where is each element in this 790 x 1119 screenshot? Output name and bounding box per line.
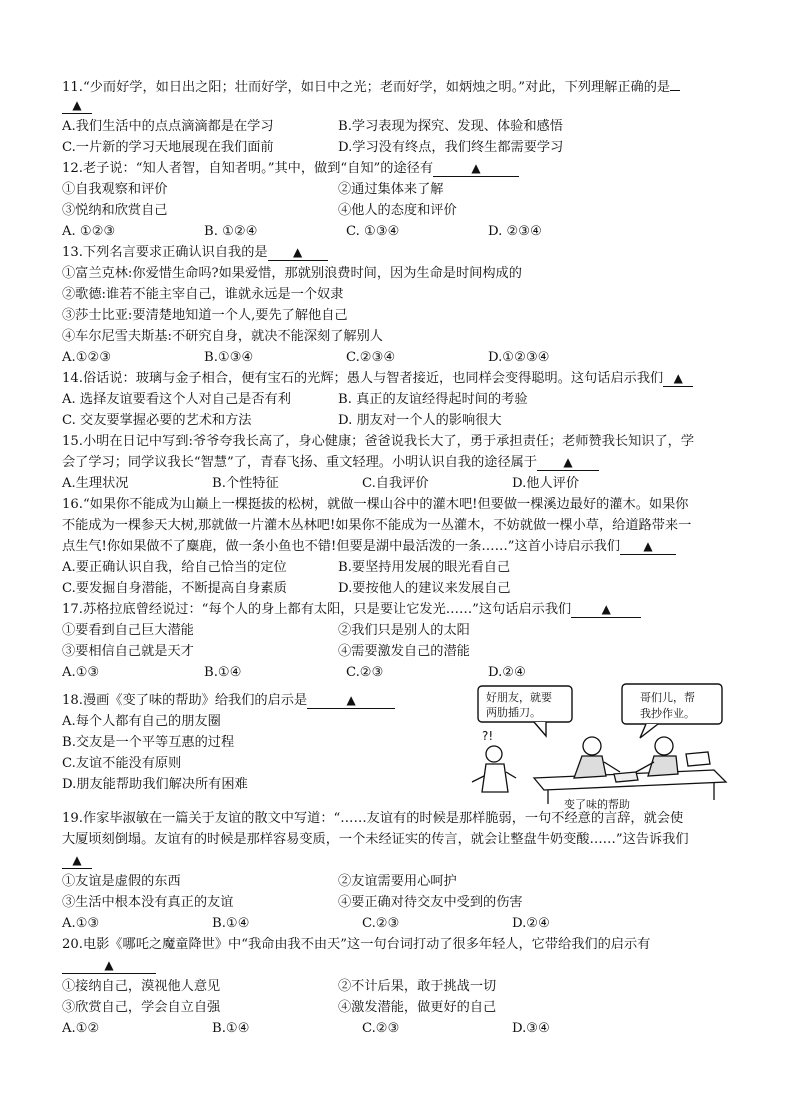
option-a[interactable]: A.①③: [62, 665, 100, 680]
option-d[interactable]: D. 朋友对一个人的影响很大: [338, 413, 502, 428]
question-19-stem: 19.作家毕淑敏在一篇关于友谊的散文中写道：“……友谊有的时候是那样脆弱，一句不经意的言辞，就会使: [62, 811, 684, 826]
question-15: 15.小明在日记中写到:爷爷夸我长高了，身心健康；爸爸说我长大了，勇于承担责任；老师赞我长知识了，学 会了学习；同学议我长“智慧”了，青春飞扬、重文轻理。小明认识自我的途径属于 ▲ A.生理状况 B.个性特征 C.自我评价 D.他人评价: [62, 431, 738, 494]
exam-page: [62, 74, 738, 1039]
answer-blank[interactable]: ▲: [307, 692, 395, 709]
option-a[interactable]: A.我们生活中的点点滴滴都是在学习: [62, 119, 274, 134]
option-d[interactable]: D.③④: [512, 1021, 550, 1036]
option-b[interactable]: B. 真正的友谊经得起时间的考验: [338, 392, 528, 407]
bubble-left-line2: 两肋插刀。: [486, 706, 541, 719]
option-b[interactable]: B.要坚持用发展的眼光看自己: [338, 560, 511, 575]
comic-illustration: [464, 682, 734, 812]
statement-4: ④他人的态度和评价: [338, 203, 457, 218]
statement-4: ④激发潜能，做更好的自己: [338, 1000, 497, 1015]
option-b[interactable]: B.学习表现为探究、发现、体验和感悟: [338, 119, 563, 134]
statement-1: ①要看到自己巨大潜能: [62, 623, 194, 638]
statement-1: ①富兰克林:你爱惜生命吗?如果爱惜，那就别浪费时间，因为生命是时间构成的: [62, 266, 522, 281]
statement-4: ④需要激发自己的潜能: [338, 644, 470, 659]
question-12-stem: 12.老子说：“知人者智，自知者明。”其中，做到“自知”的途径有: [62, 161, 434, 176]
student-figure-left: [574, 737, 620, 778]
option-d[interactable]: D.他人评价: [512, 476, 580, 491]
statement-3: ③欣赏自己，学会自立自强: [62, 1000, 221, 1015]
option-b[interactable]: B.①④: [204, 665, 242, 680]
option-c[interactable]: C.②③: [362, 1021, 400, 1036]
statement-4: ④车尔尼雪夫斯基:不研究自身，就决不能深刻了解别人: [62, 329, 383, 344]
statement-2: ②歌德:谁若不能主宰自己，谁就永远是一个奴隶: [62, 287, 344, 302]
question-11-stem: 11.“少而好学，如日出之阳；壮而好学，如日中之光；老而好学，如炳烛之明。”对此，下列理解正确的是: [62, 74, 738, 95]
question-19: 19.作家毕淑敏在一篇关于友谊的散文中写道：“……友谊有的时候是那样脆弱，一句不经意的言辞，就会使 大厦顷刻倒塌。友谊有的时候是那样容易变质，一个未经证实的传言，就会让整盘牛奶变酸……”这告诉我们 ▲ ①友谊是虚假的东西 ②友谊需要用心呵护 ③生活中根本没有真正的友谊 ④要正确对待交友中受到的伤害 A.①③ B.①④ C.②③ D.②④: [62, 808, 738, 934]
option-c[interactable]: C.友谊不能没有原则: [62, 756, 182, 771]
statement-1: ①自我观察和评价: [62, 182, 168, 197]
question-18-stem: 18.漫画《变了味的帮助》给我们的启示是: [62, 693, 308, 708]
statement-2: ②通过集体来了解: [338, 182, 444, 197]
option-c[interactable]: C.②③④: [346, 350, 396, 365]
statement-3: ③生活中根本没有真正的友谊: [62, 895, 234, 910]
statement-4: ④要正确对待交友中受到的伤害: [338, 895, 523, 910]
option-a[interactable]: A.①③: [62, 916, 100, 931]
option-b[interactable]: B.个性特征: [212, 476, 279, 491]
answer-blank[interactable]: ▲: [571, 601, 641, 618]
answer-blank[interactable]: ▲: [537, 454, 599, 471]
statement-3: ③要相信自己就是天才: [62, 644, 194, 659]
option-a[interactable]: A.①②③: [62, 350, 112, 365]
option-d[interactable]: D.②④: [488, 665, 526, 680]
option-c[interactable]: C.②③: [362, 916, 400, 931]
option-c[interactable]: C.自我评价: [362, 476, 429, 491]
question-15-stem: 15.小明在日记中写到:爷爷夸我长高了，身心健康；爸爸说我长大了，勇于承担责任；老师赞我长知识了，学: [62, 434, 695, 449]
statement-2: ②友谊需要用心呵护: [338, 874, 457, 889]
option-b[interactable]: B. ①②④: [204, 224, 258, 239]
question-18: [62, 690, 738, 811]
option-d[interactable]: D. ②③④: [488, 224, 542, 239]
option-a[interactable]: A. 选择友谊要看这个人对自己是否有利: [62, 392, 291, 407]
option-c[interactable]: C.要发掘自身潜能，不断提高自身素质: [62, 581, 287, 596]
bubble-right-line2: 我抄作业。: [640, 707, 695, 720]
option-c[interactable]: C.②③: [346, 665, 384, 680]
option-c[interactable]: C. 交友要掌握必要的艺术和方法: [62, 413, 252, 428]
statement-3: ③莎士比亚:要清楚地知道一个人,要先了解他自己: [62, 308, 348, 323]
option-d[interactable]: D.朋友能帮助我们解决所有困难: [62, 777, 248, 792]
option-b[interactable]: B.交友是一个平等互惠的过程: [62, 735, 235, 750]
option-d[interactable]: D.①②③④: [488, 350, 550, 365]
option-a[interactable]: A.每个人都有自己的朋友圈: [62, 714, 221, 729]
answer-blank[interactable]: ▲: [62, 97, 92, 114]
option-d[interactable]: D.要按他人的建议来发展自己: [338, 581, 511, 596]
option-a[interactable]: A. ①②③: [62, 224, 116, 239]
statement-3: ③悦纳和欣赏自己: [62, 203, 168, 218]
option-b[interactable]: B.①④: [212, 1021, 250, 1036]
bubble-right-line1: 哥们儿，帮: [640, 691, 695, 704]
option-b[interactable]: B.①④: [212, 916, 250, 931]
option-d[interactable]: D.学习没有终点，我们终生都需要学习: [338, 140, 564, 155]
option-a[interactable]: A.要正确认识自我，给自己恰当的定位: [62, 560, 287, 575]
option-a[interactable]: A.①②: [62, 1021, 100, 1036]
option-d[interactable]: D.②④: [512, 916, 550, 931]
answer-blank[interactable]: ▲: [433, 160, 519, 177]
question-17: [62, 599, 738, 683]
question-13: [62, 242, 738, 368]
question-13-stem: 13.下列名言要求正确认识自我的是: [62, 245, 268, 260]
answer-blank[interactable]: ▲: [62, 852, 92, 869]
answer-blank[interactable]: ▲: [620, 538, 676, 555]
option-c[interactable]: C. ①③④: [346, 224, 400, 239]
question-14: [62, 368, 738, 431]
question-17-stem: 17.苏格拉底曾经说过：“每个人的身上都有太阳，只是要让它发光……”这句话启示我们: [62, 602, 572, 617]
statement-1: ①接纳自己，漠视他人意见: [62, 979, 221, 994]
option-c[interactable]: C.一片新的学习天地展现在我们面前: [62, 140, 274, 155]
svg-text:?!: ?!: [482, 729, 494, 743]
statement-2: ②我们只是别人的太阳: [338, 623, 470, 638]
desk: [534, 770, 726, 804]
statement-1: ①友谊是虚假的东西: [62, 874, 181, 889]
question-12: [62, 158, 738, 242]
question-16-stem: 16.“如果你不能成为山巅上一棵挺拔的松树，就做一棵山谷中的灌木吧!但要做一棵溪边最好的灌木。如果你: [62, 497, 689, 512]
bubble-left-line1: 好朋友，就要: [486, 691, 552, 704]
question-11: [62, 74, 738, 158]
statement-2: ②不计后果，敢于挑战一切: [338, 979, 497, 994]
answer-blank[interactable]: ▲: [62, 957, 156, 974]
question-20: [62, 934, 738, 1039]
answer-blank[interactable]: ▲: [268, 244, 328, 261]
question-16: 16.“如果你不能成为山巅上一棵挺拔的松树，就做一棵山谷中的灌木吧!但要做一棵溪边最好的灌木。如果你 不能成为一棵参天大树,那就做一片灌木丛林吧!如果你不能成为一丛灌木，不妨就做一棵小草，给道路带来一 点生气!你如果做不了麋鹿，做一条小鱼也不错!但要是湖中最活泼的一条……”这首小诗启示我们 ▲ A.要正确认识自我，给自己恰当的定位 B.要坚持用发展的眼光看自己 C.要发掘自身潜能，不断提高自身素质 D.要按他人的建议来发展自己: [62, 494, 738, 599]
question-14-stem: 14.俗话说：玻璃与金子相合，便有宝石的光辉；愚人与智者接近，也同样会变得聪明。这句话启示我们: [62, 371, 664, 386]
option-a[interactable]: A.生理状况: [62, 476, 129, 491]
option-b[interactable]: B.①③④: [204, 350, 254, 365]
question-20-stem: 20.电影《哪吒之魔童降世》中“我命由我不由天”这一句台词打动了很多年轻人，它带给我们的启示有: [62, 937, 651, 952]
comic-caption: 变了味的帮助: [564, 798, 630, 811]
answer-blank[interactable]: ▲: [663, 370, 693, 387]
teacher-figure: [472, 729, 516, 792]
